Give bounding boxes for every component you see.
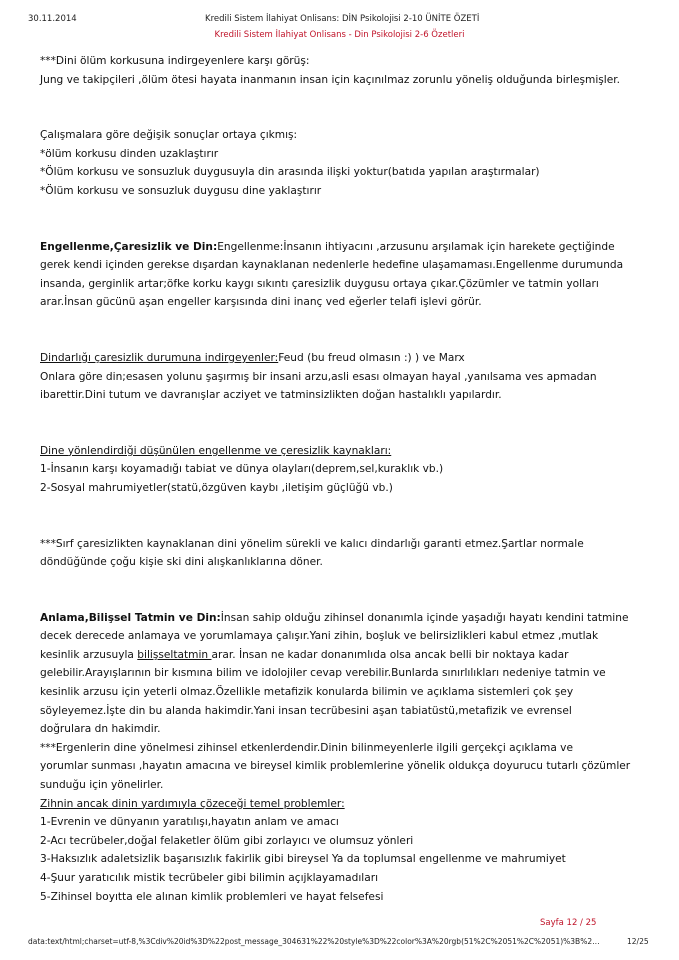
section-death-fear-view bbox=[40, 52, 652, 89]
list-item: 5-Zihinsel boyıtta ele alınan kimlik problemleri ve hayat felsefesi bbox=[40, 890, 384, 903]
section-frustration-helplessness bbox=[40, 238, 652, 312]
document-body bbox=[40, 52, 652, 906]
text-line: yorumlar sunması ,hayatın amacına ve bireysel kimlik problemlerine yönelik oldukça doyurucu tutarlı çözümler bbox=[40, 760, 631, 773]
text-line: *Ölüm korkusu ve sonsuzluk duygusuyla din arasında ilişki yoktur(batıda yapılan araştırmalar) bbox=[40, 166, 540, 179]
section-heading: Dindarlığı çaresizlik durumuna indirgeyenler: bbox=[40, 351, 279, 364]
text-line: ***Dini ölüm korkusuna indirgeyenlere karşı görüş: bbox=[40, 55, 310, 67]
page-indicator: Sayfa 12 / 25 bbox=[540, 918, 597, 928]
text-line bbox=[40, 238, 652, 257]
subheading: Zihnin ancak dinin yardımıyla çözeceği temel problemler: bbox=[40, 797, 345, 810]
underlined-term: bilişseltatmin bbox=[137, 648, 212, 661]
text-run: Feud (bu freud olmasın :) ) ve Marx bbox=[278, 351, 465, 364]
text-line: 2-Sosyal mahrumiyetler(statü,özgüven kaybı ,iletişim güçlüğü vb.) bbox=[40, 481, 393, 494]
page-number: 12/25 bbox=[627, 937, 649, 946]
text-line: Çalışmalara göre değişik sonuçlar ortaya çıkmış: bbox=[40, 129, 298, 142]
text-line: Jung ve takipçileri ,ölüm ötesi hayata inanmanın insan için kaçınılmaz zorunlu yöneliş olduğunda birleşmişler. bbox=[40, 73, 621, 86]
text-run: Engellenme:İnsanın ihtiyacını ,arzusunu arşılamak için harekete geçtiğinde bbox=[217, 240, 615, 253]
text-line: Onlara göre din;esasen yolunu şaşırmış bir insani arzu,asli esası olmayan hayal ,yanılsama ves apmadan bbox=[40, 370, 597, 383]
text-run: arar. İnsan ne kadar donanımlıda olsa ancak belli bir noktaya kadar bbox=[211, 648, 569, 661]
section-cognitive-satisfaction bbox=[40, 609, 652, 907]
text-line: insanda, gerginlik artar;öfke korku kaygı sıkıntı çaresizlik duygusu ortaya çıkar.Çözümler ve tatmin yolları bbox=[40, 277, 599, 290]
document-title: Kredili Sistem İlahiyat Onlisans: DİN Psikolojisi 2-10 ÜNİTE ÖZETİ bbox=[205, 14, 480, 24]
section-reductionists bbox=[40, 349, 652, 405]
text-run: kesinlik arzusuyla bbox=[40, 648, 138, 661]
text-line: döndüğünde çoğu kişie ski dini alışkanlıklarına döner. bbox=[40, 556, 323, 569]
text-line bbox=[40, 646, 652, 665]
source-url: data:text/html;charset=utf-8,%3Cdiv%20id%3D%22post_message_304631%22%20style%3D%22color%3A%20rgb(51%2C%2051%2C%2051)%3B%2… bbox=[28, 937, 600, 946]
section-sources bbox=[40, 442, 652, 498]
text-line bbox=[40, 609, 652, 628]
section-note bbox=[40, 535, 652, 572]
list-item: 4-Şuur yaratıcılık mistik tecrübeler gibi bilimin açıjklayamadıları bbox=[40, 872, 379, 884]
list-item: 1-Evrenin ve dünyanın yaratılışı,hayatın anlam ve amacı bbox=[40, 816, 339, 829]
list-item: 3-Haksızlık adaletsizlik başarısızlık fakirlik gibi bireysel Ya da toplumsal engellenme ve mahrumiyet bbox=[40, 853, 566, 866]
text-line: ***Sırf çaresizlikten kaynaklanan dini yönelim sürekli ve kalıcı dindarlığı garanti etmez.Şartlar normale bbox=[40, 537, 584, 550]
section-heading: Engellenme,Çaresizlik ve Din: bbox=[40, 240, 218, 253]
text-line bbox=[40, 349, 652, 368]
document-subtitle: Kredili Sistem İlahiyat Onlisans - Din Psikolojisi 2-6 Özetleri bbox=[214, 30, 465, 40]
section-study-results bbox=[40, 126, 652, 200]
section-heading: Dine yönlendirdiği düşünülen engellenme ve çeresizlik kaynakları: bbox=[40, 444, 392, 457]
print-date: 30.11.2014 bbox=[28, 14, 77, 24]
text-line: sunduğu için yönelirler. bbox=[40, 779, 164, 792]
text-line: doğrulara dn hakimdir. bbox=[40, 723, 161, 736]
text-line: ibarettir.Dini tutum ve davranışlar acziyet ve tatminsizlikten doğan hastalıklı yapılardır. bbox=[40, 389, 502, 402]
text-run: İnsan sahip olduğu zihinsel donanımla içinde yaşadığı hayatı kendini tatmine bbox=[220, 611, 629, 624]
text-line: gerek kendi içinden gerekse dışardan kaynaklanan nedenlerle hedefine ulaşamaması.Engellenme durumunda bbox=[40, 259, 624, 272]
text-line: ***Ergenlerin dine yönelmesi zihinsel etkenlerdendir.Dinin bilinmeyenlerle ilgili gerçekçi açıklama ve bbox=[40, 741, 573, 754]
text-line: arar.İnsan gücünü aşan engeller karşısında dini inanç ved eğerler telafi işlevi görür. bbox=[40, 296, 482, 309]
text-line: 1-İnsanın karşı koyamadığı tabiat ve dünya olayları(deprem,sel,kuraklık vb.) bbox=[40, 463, 444, 476]
text-line: *Ölüm korkusu ve sonsuzluk duygusu dine yaklaştırır bbox=[40, 184, 322, 197]
section-heading: Anlama,Bilişsel Tatmin ve Din: bbox=[40, 611, 221, 624]
text-line: *ölüm korkusu dinden uzaklaştırır bbox=[40, 147, 219, 160]
text-line: söyleyemez.İşte din bu alanda hakimdir.Yani insan tecrübesini aşan tabiatüstü,metafizik ve evrensel bbox=[40, 704, 572, 717]
text-line: decek derecede anlamaya ve yorumlamaya çalışır.Yani zihin, boşluk ve belirsizlikleri kabul etmez ,mutlak bbox=[40, 630, 599, 643]
list-item: 2-Acı tecrübeler,doğal felaketler ölüm gibi zorlayıcı ve olumsuz yönleri bbox=[40, 834, 414, 847]
text-line: kesinlik arzusu için yeterli olmaz.Özellikle metafizik konularda bilimin ve açıklama sistemleri çok şey bbox=[40, 686, 574, 699]
text-line: gelebilir.Arayışlarının bir kısmına bilim ve idolojiler cevap verebilir.Bunlarda sınırlılıkları nedeniye tatmin ve bbox=[40, 667, 606, 680]
